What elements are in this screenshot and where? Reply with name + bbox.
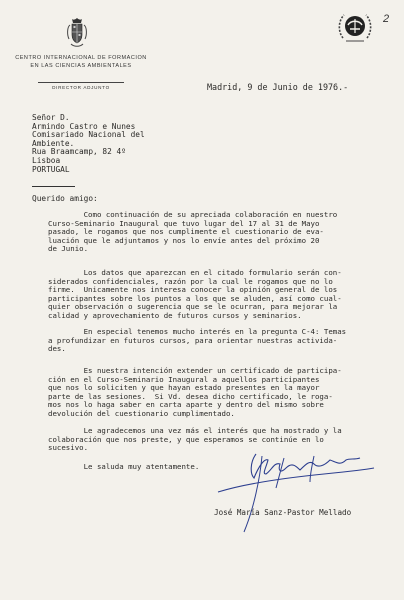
recipient-address xyxy=(32,114,145,174)
director-title-block xyxy=(6,82,156,90)
unep-logo-icon xyxy=(336,8,374,46)
director-title: DIRECTOR ADJUNTO xyxy=(52,85,110,90)
address-underline xyxy=(32,186,75,187)
page-number: 2 xyxy=(383,13,390,25)
title-divider xyxy=(38,82,124,83)
address-line: Lisboa xyxy=(32,155,61,165)
address-line: Armindo Castro e Nunes xyxy=(32,121,136,131)
handwritten-signature xyxy=(214,448,384,548)
address-line: PORTUGAL xyxy=(32,164,70,174)
address-line: Rua Braamcamp, 82 4º xyxy=(32,147,126,157)
body-paragraph: En especial tenemos mucho interés en la pregunta C-4: Temas a profundizar en futuros cursos, para orientar nuestras activida- des. xyxy=(48,327,347,353)
address-line: Ambiente. xyxy=(32,138,75,148)
org-line-2: EN LAS CIENCIAS AMBIENTALES xyxy=(30,62,132,69)
signer-name: José María Sanz-Pastor Mellado xyxy=(214,508,352,517)
org-line-1: CENTRO INTERNACIONAL DE FORMACION xyxy=(15,55,147,61)
body-paragraph: Le agradecemos una vez más el interés que ha mostrado y la colaboración que nos preste, y que esperamos se continúe en lo sucesivo. xyxy=(48,426,342,452)
greeting: Querido amigo: xyxy=(32,194,98,203)
coat-of-arms-icon xyxy=(66,17,88,49)
address-line: Señor D. xyxy=(32,113,70,122)
letter-date: Madrid, 9 de Junio de 1976.- xyxy=(207,82,349,92)
body-paragraph: Como continuación de su apreciada colaboración en nuestro Curso-Seminario Inaugural que tuvo lugar del 17 al 31 de Mayo pasado, le rogamos que nos cumplimente el cuestionario de eva- luación que le adjuntamos y nos lo envíe antes del próximo 20 de Junio. xyxy=(48,210,338,253)
organization-name xyxy=(6,55,156,70)
body-paragraph: Los datos que aparezcan en el citado formulario serán con- siderados confidenciales, razón por la cual le rogamos que no lo firme. Unicamente nos interesa conocer la opinión general de los participantes sobre los puntos a los que se aluden, así como cual- quier observación o sugerencia que se le ocurran, para mejorar la calidad y aprovechamiento de futuros cursos y seminarios. xyxy=(48,268,342,320)
address-line: Comisariado Nacional del xyxy=(32,130,145,140)
closing-line: Le saluda muy atentamente. xyxy=(48,462,200,471)
body-paragraph: Es nuestra intención extender un certificado de participa- ción en el Curso-Seminario Inaugural a aquellos participantes que nos lo soliciten y que hayan estado presentes en la mayor parte de las sesiones. Si Vd. desea dicho certificado, le roga- mos nos lo haga saber en carta aparte y dentro del mismo sobre devolución del cuestionario cumplimentado. xyxy=(48,366,342,418)
